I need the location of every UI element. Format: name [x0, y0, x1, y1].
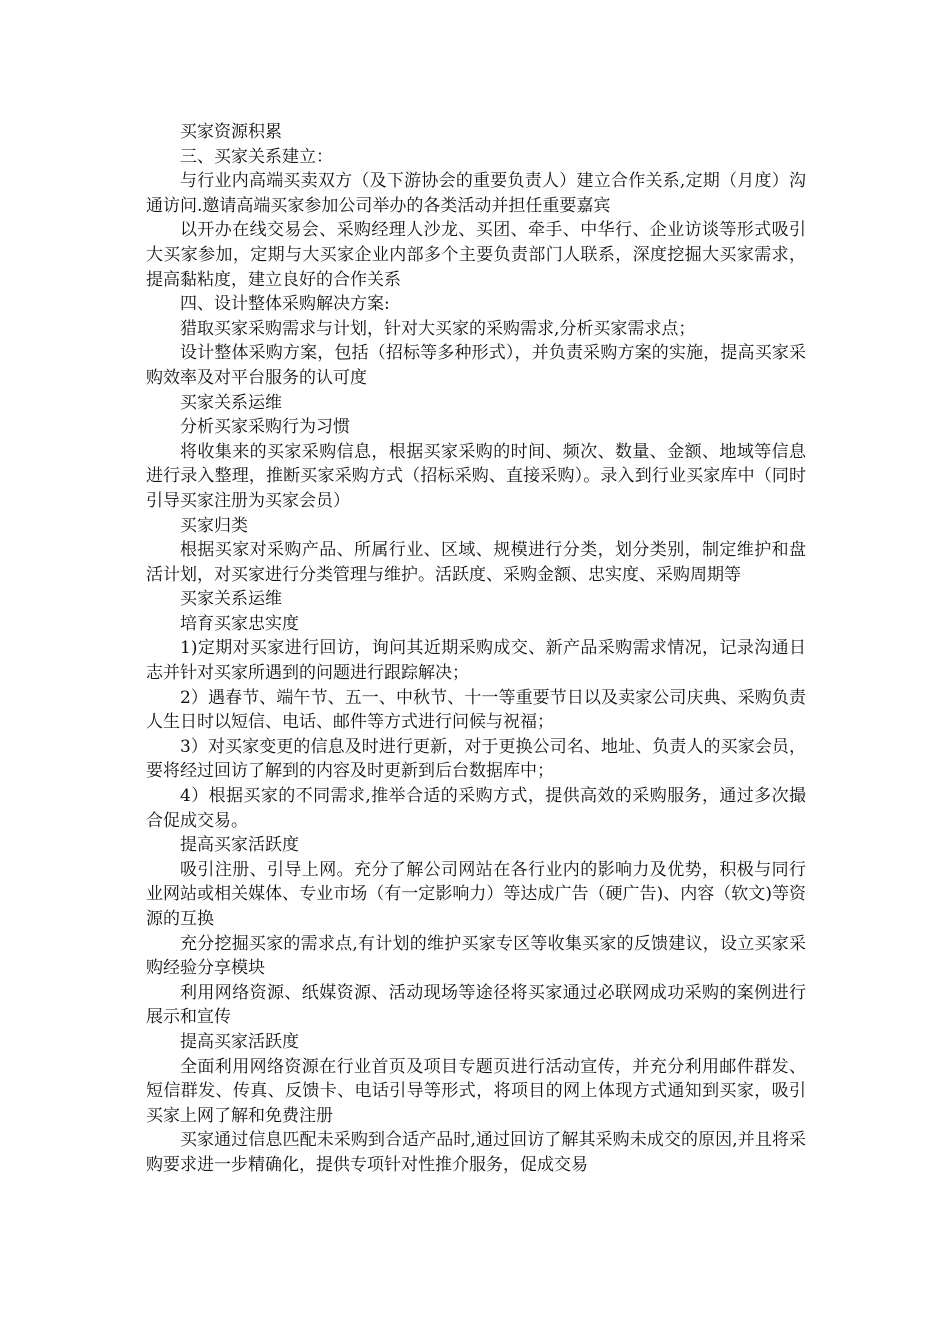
subheading: 分析买家采购行为习惯: [180, 417, 350, 438]
paragraph: 充分挖掘买家的需求点,有计划的维护买家专区等收集买家的反馈建议，设立买家采购经验分享模块: [146, 933, 806, 979]
subheading: 提高买家活跃度: [180, 835, 299, 856]
subheading: 买家归类: [180, 515, 248, 536]
heading-buyer-relationship: 三、买家关系建立：: [180, 146, 333, 167]
paragraph-buyer-resource: 买家资源积累: [180, 122, 282, 142]
paragraph: 全面利用网络资源在行业首页及项目专题页进行活动宣传，并充分利用邮件群发、短信群发、传真、反馈卡、电话引导等形式，将项目的网上体现方式通知到买家，吸引买家上网了解和免费注册: [146, 1056, 806, 1126]
subheading: 买家关系运维: [180, 589, 282, 610]
subheading: 买家关系运维: [180, 392, 282, 413]
list-item: 3）对买家变更的信息及时进行更新，对于更换公司名、地址、负责人的买家会员，要将经过回访了解到的内容及时更新到后台数据库中；: [146, 736, 806, 782]
paragraph: 以开办在线交易会、采购经理人沙龙、买团、牵手、中华行、企业访谈等形式吸引大买家参加，定期与大买家企业内部多个主要负责部门人联系，深度挖掘大买家需求，提高黏粘度，建立良好的合作关系: [146, 220, 806, 290]
list-item: 1)定期对买家进行回访，询问其近期采购成交、新产品采购需求情况，记录沟通日志并针对买家所遇到的问题进行跟踪解决；: [146, 638, 806, 684]
paragraph: 利用网络资源、纸媒资源、活动现场等途径将买家通过必联网成功采购的案例进行展示和宣传: [146, 982, 806, 1028]
list-item: 4）根据买家的不同需求,推举合适的采购方式，提供高效的采购服务，通过多次撮合促成交易。: [146, 786, 806, 831]
subheading: 培育买家忠实度: [180, 613, 299, 634]
document-body: [146, 120, 806, 1178]
paragraph: 吸引注册、引导上网。充分了解公司网站在各行业内的影响力及优势，积极与同行业网站或相关媒体、专业市场（有一定影响力）等达成广告（硬广告)、内容（软文)等资源的互换: [146, 859, 806, 929]
subheading: 提高买家活跃度: [180, 1031, 299, 1052]
paragraph: 买家通过信息匹配未采购到合适产品时,通过回访了解其采购未成交的原因,并且将采购要求进一步精确化，提供专项针对性推介服务，促成交易: [146, 1130, 806, 1175]
paragraph: 设计整体采购方案，包括（招标等多种形式），并负责采购方案的实施，提高买家采购效率及对平台服务的认可度: [146, 343, 806, 388]
paragraph: 与行业内高端买卖双方（及下游协会的重要负责人）建立合作关系,定期（月度）沟通访问.邀请高端买家参加公司举办的各类活动并担任重要嘉宾: [146, 171, 806, 216]
heading-procurement-solution: 四、设计整体采购解决方案:: [180, 294, 390, 315]
paragraph: 猎取买家采购需求与计划，针对大买家的采购需求,分析买家需求点；: [180, 318, 696, 339]
paragraph: 根据买家对采购产品、所属行业、区域、规模进行分类，划分类别，制定维护和盘活计划，对买家进行分类管理与维护。活跃度、采购金额、忠实度、采购周期等: [146, 540, 806, 585]
paragraph: 将收集来的买家采购信息，根据买家采购的时间、频次、数量、金额、地域等信息进行录入整理，推断买家采购方式（招标采购、直接采购）。录入到行业买家库中（同时引导买家注册为买家会员）: [146, 441, 806, 511]
list-item: 2）遇春节、端午节、五一、中秋节、十一等重要节日以及卖家公司庆典、采购负责人生日时以短信、电话、邮件等方式进行问候与祝福；: [146, 687, 806, 733]
